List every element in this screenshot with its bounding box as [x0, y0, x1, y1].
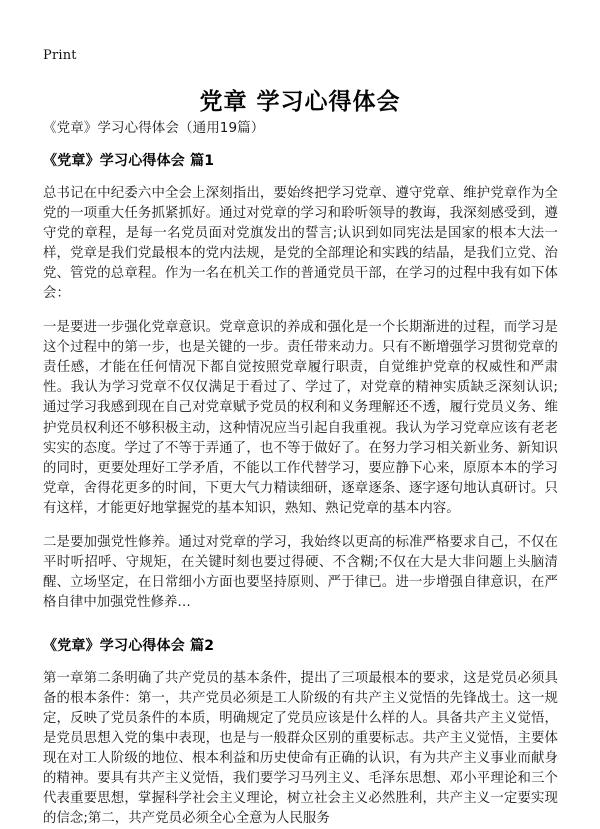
page-title: 党章 学习心得体会: [199, 89, 401, 116]
section-2-paragraph-1: 第一章第二条明确了共产党员的基本条件，提出了三项最根本的要求，这是党员必须具备的根本条件：第一，共产党员必须是工人阶级的有共产主义觉悟的先锋战士。这一规定，反映了党员条件的本质，明确规定了党员应该是什么样的人。具备共产主义觉悟，是党员思想入党的集中表现，也是与一般群众区别的重要标志。共产主义觉悟，主要体现在对工人阶级的地位、根本利益和历史使命有正确的认识，有为共产主义事业而献身的精神。要具有共产主义觉悟，我们要学习马列主义、毛泽东思想、邓小平理论和三个代表重要思想，掌握科学社会主义理论，树立社会主义必然胜利，共产主义一定要实现的信念;第二，共产党员必须全心全意为人民服务: [43, 670, 558, 827]
section-heading-1: 《党章》学习心得体会 篇1: [43, 153, 215, 170]
section-1-paragraph-1: 总书记在中纪委六中全会上深刻指出，要始终把学习党章、遵守党章、维护党章作为全党的一项重大任务抓紧抓好。通过对党章的学习和聆听领导的教诲，我深刻感受到，遵守党的章程，是每一名党员面对党旗发出的誓言;认识到如同宪法是国家的根本大法一样，党章是我们党最根本的党内法规，是党的全部理论和实践的结晶，是我们立党、治党、管党的总章程。作为一名在机关工作的普通党员干部，在学习的过程中我有如下体会：: [43, 185, 558, 302]
print-button[interactable]: Print: [43, 48, 77, 63]
section-1-paragraph-3: 二是要加强党性修养。通过对党章的学习，我始终以更高的标准严格要求自己，不仅在平时听招呼、守规矩，在关键时刻也要过得硬、不含糊;不仅在大是大非问题上头脑清醒、立场坚定，在日常细小方面也要坚持原则、严于律已。进一步增强自律意识，在严格自律中加强党性修养…: [43, 535, 558, 611]
document-subtitle: 《党章》学习心得体会（通用19篇）: [43, 120, 265, 136]
section-heading-2: 《党章》学习心得体会 篇2: [43, 638, 215, 655]
section-spacer: [43, 627, 558, 636]
print-bar: [43, 46, 77, 62]
document-content: [43, 118, 558, 829]
section-1-paragraph-2: 一是要进一步强化党章意识。党章意识的养成和强化是一个长期渐进的过程，而学习是这个过程中的第一步，也是关键的一步。责任带来动力。只有不断增强学习贯彻党章的责任感，才能在任何情况下都自觉按照党章履行职责，自觉维护党章的权威性和严肃性。我认为学习党章不仅仅满足于看过了、学过了，对党章的精神实质缺乏深刻认识;通过学习我感到现在自己对党章赋予党员的权利和义务理解还不透，履行党员义务、维护党员权利还不够积极主动，这种情况应当引起自我重视。我认为学习党章应该有老老实实的态度。学过了不等于弄通了，也不等于做好了。在努力学习相关新业务、新知识的同时，更要处理好工学矛盾，不能以工作代替学习，要应静下心来，原原本本的学习党章，舍得花更多的时间，下更大气力精读细研，逐章逐条、逐字逐句地认真研讨。只有这样，才能更好地掌握党的基本知识，熟知、熟记党章的基本内容。: [43, 320, 558, 516]
